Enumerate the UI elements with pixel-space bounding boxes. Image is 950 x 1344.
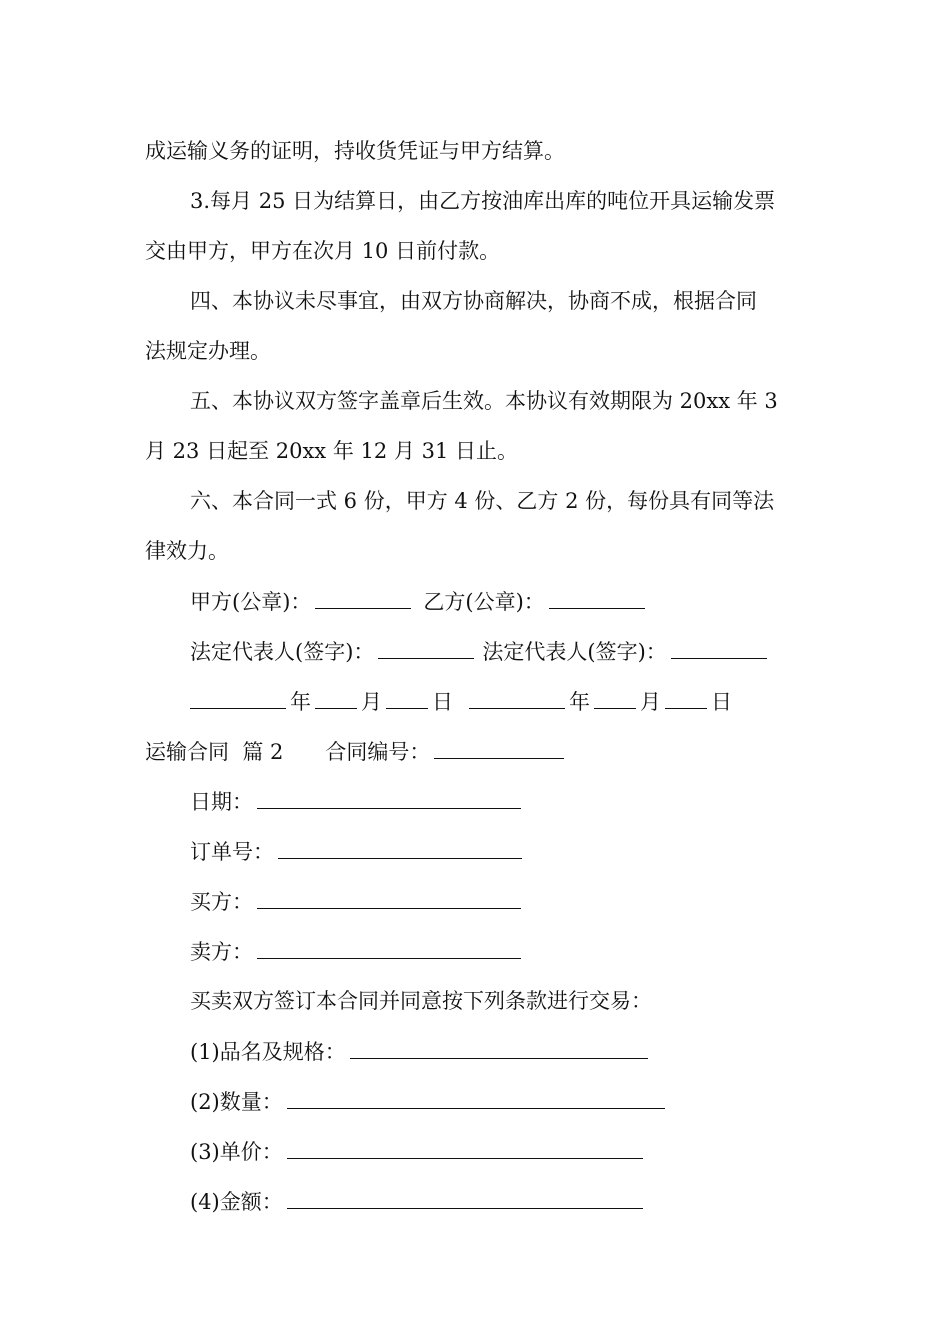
item2-blank <box>287 1086 665 1109</box>
month-blank <box>315 686 357 709</box>
order-field-row <box>190 836 526 866</box>
date-blank <box>257 786 521 809</box>
month-blank <box>594 686 636 709</box>
paragraph-line: 交由甲方，甲方在次月 10 日前付款。 <box>145 239 501 263</box>
paragraph-line: 成运输义务的证明，持收货凭证与甲方结算。 <box>145 139 565 163</box>
month-label: 月 <box>361 690 382 714</box>
item4-row <box>190 1186 647 1216</box>
seal-row <box>190 586 649 616</box>
buyer-field-row <box>190 886 525 916</box>
paragraph-line: 五、本协议双方签字盖章后生效。本协议有效期限为 20xx 年 3 <box>190 389 778 413</box>
order-blank <box>278 836 522 859</box>
paragraph-line: 3.每月 25 日为结算日，由乙方按油库出库的吨位开具运输发票 <box>190 189 776 213</box>
seller-field-row <box>190 936 525 966</box>
month-label: 月 <box>640 690 661 714</box>
paragraph-line: 四、本协议未尽事宜，由双方协商解决，协商不成，根据合同 <box>190 289 757 313</box>
party-b-seal-blank <box>549 586 645 609</box>
party-a-seal-blank <box>315 586 411 609</box>
party-a-rep-blank <box>378 636 474 659</box>
seller-blank <box>257 936 521 959</box>
party-b-rep-label: 法定代表人(签字)： <box>482 640 667 664</box>
paragraph-line: 法规定办理。 <box>145 339 271 363</box>
item1-blank <box>350 1036 648 1059</box>
contract-number-blank <box>434 736 564 759</box>
year-blank <box>469 686 565 709</box>
paragraph-line: 六、本合同一式 6 份，甲方 4 份、乙方 2 份，每份具有同等法 <box>190 489 775 513</box>
paragraph-line: 律效力。 <box>145 539 229 563</box>
buyer-blank <box>257 886 521 909</box>
party-b-seal-label: 乙方(公章)： <box>423 590 545 614</box>
day-blank <box>386 686 428 709</box>
party-b-rep-blank <box>671 636 767 659</box>
contract2-intro: 买卖双方签订本合同并同意按下列条款进行交易： <box>190 989 652 1013</box>
day-label: 日 <box>432 690 453 714</box>
year-label: 年 <box>569 690 590 714</box>
contract-number-label: 合同编号： <box>325 740 431 764</box>
year-blank <box>190 686 286 709</box>
day-label: 日 <box>711 690 732 714</box>
contract2-title: 运输合同 篇 2 <box>145 740 284 764</box>
order-label: 订单号： <box>190 840 274 864</box>
item3-blank <box>287 1136 643 1159</box>
representative-row <box>190 636 771 666</box>
party-a-rep-label: 法定代表人(签字)： <box>190 640 375 664</box>
paragraph-line: 月 23 日起至 20xx 年 12 月 31 日止。 <box>145 439 518 463</box>
item2-label: (2)数量： <box>190 1090 283 1114</box>
contract2-header <box>145 736 568 766</box>
item2-row <box>190 1086 669 1116</box>
date-row <box>190 686 732 716</box>
year-label: 年 <box>290 690 311 714</box>
party-a-seal-label: 甲方(公章)： <box>190 590 312 614</box>
day-blank <box>665 686 707 709</box>
item4-blank <box>287 1186 643 1209</box>
date-field-row <box>190 786 525 816</box>
item1-label: (1)品名及规格： <box>190 1040 346 1064</box>
item3-label: (3)单价： <box>190 1140 283 1164</box>
item1-row <box>190 1036 652 1066</box>
item4-label: (4)金额： <box>190 1190 283 1214</box>
item3-row <box>190 1136 647 1166</box>
seller-label: 卖方： <box>190 940 253 964</box>
date-label: 日期： <box>190 790 253 814</box>
buyer-label: 买方： <box>190 890 253 914</box>
